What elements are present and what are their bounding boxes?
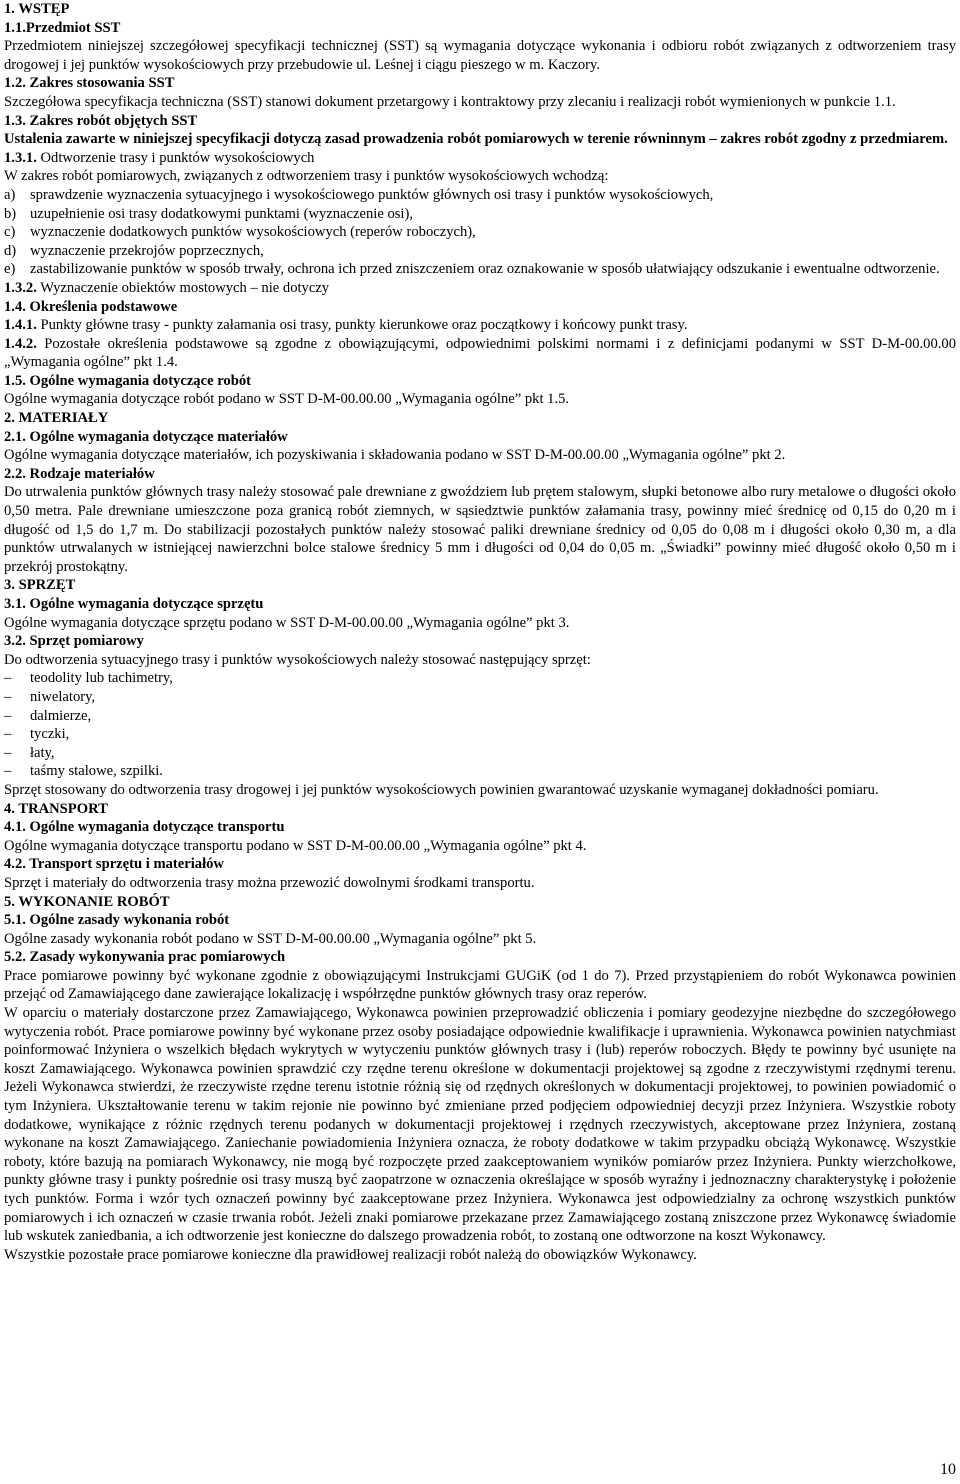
section-1-4-1	[4, 316, 956, 335]
section-3-2-outro: Sprzęt stosowany do odtworzenia trasy drogowej i jej punktów wysokościowych powinien gwarantować uzyskanie wymaganej dokładności pomiaru.	[4, 781, 879, 798]
section-2-1-heading: 2.1. Ogólne wymagania dotyczące materiałów	[4, 428, 288, 445]
list-item-text: taśmy stalowe, szpilki.	[30, 763, 163, 780]
section-1-1-text: Przedmiotem niniejszej szczegółowej specyfikacji technicznej (SST) są wymagania dotyczące wykonania i odbioru robót związanych z odtworzeniem trasy drogowej i jej punktów wysokościowych przy przebudowie ul. Leśnej i ciągu pieszego w m. Kaczory.	[4, 38, 956, 73]
section-2-2-text: Do utrwalenia punktów głównych trasy należy stosować pale drewniane z gwoździem lub prętem stalowym, słupki betonowe albo rury metalowe o długości około 0,50 metra. Pale drewniane umieszczone poza granicą robót ziemnych, w sąsiedztwie punktów załamania trasy, powinny mieć średnicę od 0,15 do 0,20 m i długość od 1,5 do 1,7 m. Do stabilizacji pozostałych punktów należy stosować paliki drewniane średnicy od 0,05 do 0,08 m i długości około 0,30 m, a dla punktów utrwalanych w istniejącej nawierzchni bolce stalowe średnicy 5 mm i długości od 0,04 do 0,05 m. „Świadki” powinny mieć długość około 0,50 m i przekrój prostokątny.	[4, 484, 956, 575]
section-1-3-heading: 1.3. Zakres robót objętych SST	[4, 112, 198, 129]
section-1-3-1-intro: W zakres robót pomiarowych, związanych z odtworzeniem trasy i punktów wysokościowych wchodzą:	[4, 168, 609, 185]
dash-bullet: –	[4, 707, 12, 724]
section-1-4-2	[4, 335, 956, 372]
list-item	[4, 242, 956, 261]
section-1-3-1-number: 1.3.1.	[4, 149, 37, 166]
list-item	[4, 223, 956, 242]
section-5-heading: 5. WYKONANIE ROBÓT	[4, 893, 170, 910]
list-item-label: d)	[4, 242, 17, 259]
section-5-2-paragraph-1: Prace pomiarowe powinny być wykonane zgodnie z obowiązującymi Instrukcjami GUGiK (od 1 do 7). Przed przystąpieniem do robót Wykonawca powinien przejąć od Zamawiającego dane zawierające lokalizację i współrzędne punktów głównych trasy oraz reperów.	[4, 967, 956, 1003]
list-item	[4, 186, 956, 205]
list-item-label: a)	[4, 186, 16, 203]
list-item	[4, 744, 956, 763]
list-item-text: niwelatory,	[30, 688, 96, 705]
section-1-3-1-title: Odtworzenie trasy i punktów wysokościowych	[36, 149, 315, 166]
list-item-text: uzupełnienie osi trasy dodatkowymi punktami (wyznaczenie osi),	[30, 205, 413, 222]
section-4-2-heading: 4.2. Transport sprzętu i materiałów	[4, 856, 224, 873]
section-1-3-2-number: 1.3.2.	[4, 279, 37, 296]
dash-bullet: –	[4, 688, 12, 705]
section-1-heading: 1. WSTĘP	[4, 1, 70, 17]
section-1-4-1-number: 1.4.1.	[4, 317, 37, 334]
section-2-2-heading: 2.2. Rodzaje materiałów	[4, 465, 155, 482]
list-item-text: sprawdzenie wyznaczenia sytuacyjnego i wysokościowego punktów głównych osi trasy i punktów wysokościowych,	[30, 186, 714, 203]
list-item-label: c)	[4, 224, 16, 241]
section-2-heading: 2. MATERIAŁY	[4, 410, 109, 427]
list-item	[4, 707, 956, 726]
list-item	[4, 669, 956, 688]
list-item-label: b)	[4, 205, 17, 222]
list-item	[4, 762, 956, 781]
dash-bullet: –	[4, 726, 12, 743]
list-item	[4, 688, 956, 707]
list-item	[4, 205, 956, 224]
section-1-4-2-text: Pozostałe określenia podstawowe są zgodne z obowiązującymi, odpowiednimi polskimi normami i z definicjami podanymi w SST D-M-00.00.00 „Wymagania ogólne” pkt 1.4.	[4, 335, 956, 371]
section-3-2-heading: 3.2. Sprzęt pomiarowy	[4, 633, 144, 650]
dash-bullet: –	[4, 744, 12, 761]
list-item-text: dalmierze,	[30, 707, 92, 724]
list-item-text: łaty,	[30, 744, 55, 761]
list-item-label: e)	[4, 261, 16, 278]
section-1-3-text: Ustalenia zawarte w niniejszej specyfikacji dotyczą zasad prowadzenia robót pomiarowych w terenie równinnym – zakres robót zgodny z przedmiarem.	[4, 131, 948, 148]
section-3-1-text: Ogólne wymagania dotyczące sprzętu podano w SST D-M-00.00.00 „Wymagania ogólne” pkt 3.	[4, 614, 570, 631]
section-5-1-text: Ogólne zasady wykonania robót podano w SST D-M-00.00.00 „Wymagania ogólne” pkt 5.	[4, 930, 537, 947]
dash-bullet: –	[4, 670, 12, 687]
section-1-5-heading: 1.5. Ogólne wymagania dotyczące robót	[4, 372, 251, 389]
list-item-text: wyznaczenie przekrojów poprzecznych,	[30, 242, 264, 259]
dash-bullet: –	[4, 763, 12, 780]
section-1-3-2	[4, 279, 956, 298]
section-3-heading: 3. SPRZĘT	[4, 577, 76, 594]
document-page	[4, 0, 956, 1264]
list-item-text: tyczki,	[30, 726, 70, 743]
list-item	[4, 260, 956, 279]
section-5-2-heading: 5.2. Zasady wykonywania prac pomiarowych	[4, 949, 286, 966]
section-4-1-heading: 4.1. Ogólne wymagania dotyczące transportu	[4, 819, 285, 836]
section-3-2-intro: Do odtworzenia sytuacyjnego trasy i punktów wysokościowych należy stosować następujący sprzęt:	[4, 651, 591, 668]
section-4-1-text: Ogólne wymagania dotyczące transportu podano w SST D-M-00.00.00 „Wymagania ogólne” pkt 4.	[4, 837, 587, 854]
list-item-text: teodolity lub tachimetry,	[30, 670, 173, 687]
list-item-text: zastabilizowanie punktów w sposób trwały, ochrona ich przed zniszczeniem oraz oznakowanie w sposób ułatwiający odszukanie i ewentualne odtworzenie.	[30, 261, 940, 278]
list-item-text: wyznaczenie dodatkowych punktów wysokościowych (reperów roboczych),	[30, 224, 476, 241]
section-1-5-text: Ogólne wymagania dotyczące robót podano w SST D-M-00.00.00 „Wymagania ogólne” pkt 1.5.	[4, 391, 570, 408]
section-2-1-text: Ogólne wymagania dotyczące materiałów, ich pozyskiwania i składowania podano w SST D-M-00.00.00 „Wymagania ogólne” pkt 2.	[4, 447, 786, 464]
page-number: 10	[940, 1461, 956, 1478]
section-1-4-2-number: 1.4.2.	[4, 335, 37, 352]
section-1-2-heading: 1.2. Zakres stosowania SST	[4, 75, 175, 92]
section-1-2-text: Szczegółowa specyfikacja techniczna (SST) stanowi dokument przetargowy i kontraktowy przy zlecaniu i realizacji robót wymienionych w punkcie 1.1.	[4, 93, 896, 110]
section-1-3-2-text: Wyznaczenie obiektów mostowych – nie dotyczy	[36, 279, 330, 296]
section-1-4-1-text: Punkty główne trasy - punkty załamania osi trasy, punkty kierunkowe oraz początkowy i końcowy punkt trasy.	[36, 317, 688, 334]
section-1-1-heading: 1.1.Przedmiot SST	[4, 19, 121, 36]
section-5-2-paragraph-2: W oparciu o materiały dostarczone przez Zamawiającego, Wykonawca powinien przeprowadzić obliczenia i pomiary geodezyjne niezbędne do szczegółowego wytyczenia robót. Prace pomiarowe powinny być wykonane przez osoby posiadające odpowiednie kwalifikacje i uprawnienia. Wykonawca powinien natychmiast poinformować Inżyniera o wszelkich błędach wykrytych w wytyczeniu punktów głównych trasy i (lub) reperów roboczych. Błędy te powinny być usunięte na koszt Zamawiającego. Wykonawca powinien sprawdzić czy rzędne terenu określone w dokumentacji projektowej są zgodne z rzeczywistymi rzędnymi terenu. Jeżeli Wykonawca stwierdzi, że rzeczywiste rzędne terenu istotnie różnią się od rzędnych określonych w dokumentacji projektowej, to powinien powiadomić o tym Inżyniera. Ukształtowanie terenu w takim rejonie nie powinno być zmieniane przed podjęciem odpowiedniej decyzji przez Inżyniera. Wszystkie roboty dodatkowe, wynikające z różnic rzędnych terenu podanych w dokumentacji projektowej i rzędnych rzeczywistych, akceptowane przez Inżyniera, zostaną wykonane na koszt Zamawiającego. Zaniechanie powiadomienia Inżyniera oznacza, że roboty dodatkowe w takim przypadku obciążą Wykonawcę. Wszystkie roboty, które bazują na pomiarach Wykonawcy, nie mogą być rozpoczęte przed zaakceptowaniem wyników pomiarów przez Inżyniera. Punkty wierzchołkowe, punkty główne trasy i punkty pośrednie osi trasy muszą być zaopatrzone w oznaczenia określające w sposób wyraźny i jednoznaczny charakterystykę i położenie tych punktów. Forma i wzór tych oznaczeń powinny być zaakceptowane przez Inżyniera. Wykonawca jest odpowiedzialny za ochronę wszystkich punktów pomiarowych i ich oznaczeń w czasie trwania robót. Jeżeli znaki pomiarowe przekazane przez Zamawiającego zostaną zniszczone przez Wykonawcę świadomie lub wskutek zaniedbania, a ich odtworzenie jest konieczne do dalszego prowadzenia robót, to zostaną one odtworzone na koszt Wykonawcy.	[4, 1005, 956, 1245]
section-1-4-heading: 1.4. Określenia podstawowe	[4, 298, 178, 315]
section-1-3-1-heading	[4, 149, 956, 168]
section-5-2-paragraph-3: Wszystkie pozostałe prace pomiarowe konieczne dla prawidłowej realizacji robót należą do obowiązków Wykonawcy.	[4, 1246, 697, 1263]
section-4-2-text: Sprzęt i materiały do odtworzenia trasy można przewozić dowolnymi środkami transportu.	[4, 874, 535, 891]
list-item	[4, 725, 956, 744]
section-4-heading: 4. TRANSPORT	[4, 800, 108, 817]
section-3-1-heading: 3.1. Ogólne wymagania dotyczące sprzętu	[4, 596, 264, 612]
section-5-1-heading: 5.1. Ogólne zasady wykonania robót	[4, 912, 230, 929]
